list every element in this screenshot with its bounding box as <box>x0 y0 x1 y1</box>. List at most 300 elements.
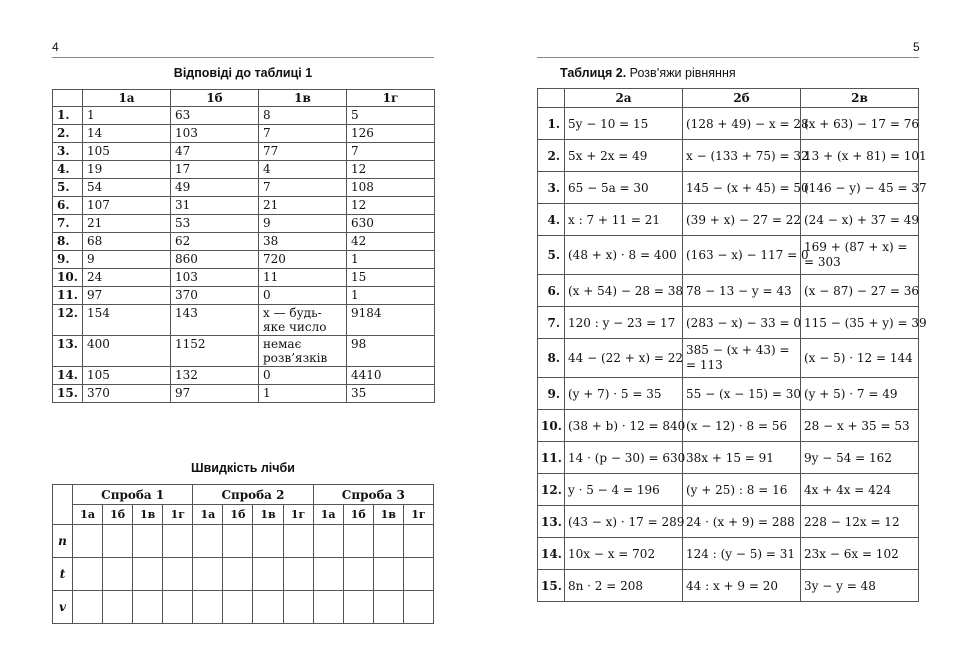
equation-cell <box>565 108 683 140</box>
equations-row-number-text: 2. <box>547 148 560 163</box>
answers-row-number: 3. <box>53 143 83 161</box>
equations-row <box>538 538 919 570</box>
answers-cell: 143 <box>171 305 259 336</box>
answers-cell: 47 <box>171 143 259 161</box>
answers-cell: 7 <box>347 143 435 161</box>
answers-row <box>53 385 435 403</box>
answers-cell: 0 <box>259 287 347 305</box>
speed-empty-cell <box>133 591 163 624</box>
speed-empty-cell <box>193 525 223 558</box>
speed-empty-cell <box>253 558 283 591</box>
answers-row <box>53 367 435 385</box>
equation-text: (y + 25) : 8 = 16 <box>686 482 788 497</box>
answers-row-number: 5. <box>53 179 83 197</box>
answers-header-cell <box>53 90 83 107</box>
equation-cell <box>565 442 686 474</box>
speed-empty-cell <box>73 558 103 591</box>
speed-empty-cell <box>373 558 403 591</box>
answers-cell: 400 <box>83 336 171 367</box>
equation-cell <box>683 378 801 410</box>
equation-cell <box>801 140 927 172</box>
equation-cell <box>683 570 801 602</box>
equation-text: 120 : y − 23 = 17 <box>568 315 676 330</box>
answers-cell: 77 <box>259 143 347 161</box>
equation-text: (48 + x) · 8 = 400 <box>568 248 677 262</box>
equation-cell <box>683 108 809 140</box>
header-rule-left <box>52 57 434 58</box>
answers-cell: 154 <box>83 305 171 336</box>
speed-empty-cell <box>373 591 403 624</box>
speed-subheader-cell: 1б <box>103 505 133 525</box>
answers-cell: 63 <box>171 107 259 125</box>
equations-row-number <box>538 506 565 538</box>
speed-subheader-row <box>53 505 434 525</box>
answers-cell: 1 <box>347 251 435 269</box>
equation-text: x − (133 + 75) = 32 <box>686 148 809 163</box>
equations-row-number-text: 12. <box>541 482 562 497</box>
equation-cell <box>683 307 801 339</box>
equation-text: (146 − y) − 45 = 37 <box>804 180 927 195</box>
equation-cell <box>801 307 927 339</box>
answers-cell: 103 <box>171 269 259 287</box>
speed-row <box>53 525 434 558</box>
answers-cell: 370 <box>83 385 171 403</box>
speed-table <box>52 484 434 624</box>
speed-subheader-cell: 1в <box>133 505 163 525</box>
answers-row-number: 15. <box>53 385 83 403</box>
answers-cell: 8 <box>259 107 347 125</box>
equation-cell <box>683 140 809 172</box>
equation-text: (x − 12) · 8 = 56 <box>686 418 788 433</box>
speed-empty-cell <box>373 525 403 558</box>
speed-empty-cell <box>343 525 373 558</box>
equations-row-number <box>538 275 565 307</box>
equation-cell <box>801 339 919 378</box>
speed-empty-cell <box>253 591 283 624</box>
answers-header-cell: 1а <box>83 90 171 107</box>
equations-row-number <box>538 172 565 204</box>
answers-row <box>53 161 435 179</box>
speed-empty-cell <box>163 591 193 624</box>
equation-text: 44 : x + 9 = 20 <box>686 578 778 593</box>
equation-text: 5y − 10 = 15 <box>568 116 649 131</box>
answers-cell: 42 <box>347 233 435 251</box>
equations-row-number-text: 5. <box>547 248 560 262</box>
answers-row <box>53 179 435 197</box>
answers-row-number: 4. <box>53 161 83 179</box>
equation-text: 9y − 54 = 162 <box>804 450 892 465</box>
speed-empty-cell <box>73 525 103 558</box>
answers-cell: 11 <box>259 269 347 287</box>
answers-row <box>53 269 435 287</box>
speed-subheader-cell: 1а <box>193 505 223 525</box>
equation-cell <box>565 204 683 236</box>
equation-cell <box>801 570 919 602</box>
equation-text: x : 7 + 11 = 21 <box>568 212 660 227</box>
speed-subheader-cell: 1г <box>163 505 193 525</box>
answers-cell: 1152 <box>171 336 259 367</box>
header-rule-right <box>537 57 919 58</box>
equation-cell <box>683 172 809 204</box>
equations-row-number <box>538 236 565 275</box>
speed-subheader-cell: 1а <box>73 505 103 525</box>
answers-row-number: 12. <box>53 305 83 336</box>
speed-empty-cell <box>283 558 313 591</box>
answers-cell: 31 <box>171 197 259 215</box>
answers-cell: 62 <box>171 233 259 251</box>
equation-text: 23x − 6x = 102 <box>804 546 899 561</box>
speed-subheader-cell: 1г <box>283 505 313 525</box>
equation-text: 3y − y = 48 <box>804 578 876 593</box>
equations-row-number-text: 9. <box>547 386 560 401</box>
equations-row <box>538 204 919 236</box>
speed-row-label: n <box>53 525 73 558</box>
equation-text: (x − 5) · 12 = 144 <box>804 351 913 365</box>
equations-row-number-text: 8. <box>547 351 560 365</box>
answers-row-number: 8. <box>53 233 83 251</box>
answers-cell: 7 <box>259 179 347 197</box>
equations-row-number <box>538 570 565 602</box>
equation-text: 44 − (22 + x) = 22 <box>568 351 683 365</box>
answers-row <box>53 287 435 305</box>
equation-text: (x − 87) − 27 = 36 <box>804 283 919 298</box>
equations-header-cell <box>538 89 565 108</box>
table2-instruction: Розв’яжи рівняння <box>629 66 736 80</box>
equations-row-number-text: 11. <box>541 450 562 465</box>
equation-cell <box>683 538 801 570</box>
equations-header-row <box>538 89 919 108</box>
answers-cell: 1 <box>347 287 435 305</box>
answers-cell: 860 <box>171 251 259 269</box>
speed-empty-cell <box>223 525 253 558</box>
speed-empty-cell <box>73 591 103 624</box>
equations-row <box>538 339 919 378</box>
answers-header-cell: 1в <box>259 90 347 107</box>
equations-row-number-text: 15. <box>541 578 562 593</box>
speed-empty-cell <box>223 558 253 591</box>
equations-row-number <box>538 108 565 140</box>
answers-header-row <box>53 90 435 107</box>
speed-empty-cell <box>223 591 253 624</box>
equation-text: 115 − (35 + y) = 39 <box>804 315 927 330</box>
equation-cell <box>565 378 683 410</box>
equation-text: (283 − x) − 33 = 0 <box>686 315 801 330</box>
equation-text: 145 − (x + 45) = 50 <box>686 180 809 195</box>
equation-cell <box>683 474 801 506</box>
speed-empty-cell <box>313 591 343 624</box>
equations-row <box>538 307 919 339</box>
equations-row-number <box>538 307 565 339</box>
answers-row-number: 7. <box>53 215 83 233</box>
equation-cell <box>683 442 801 474</box>
equation-cell <box>801 236 919 275</box>
answers-cell: 21 <box>259 197 347 215</box>
answers-cell: 38 <box>259 233 347 251</box>
equations-row <box>538 570 919 602</box>
equation-cell <box>801 378 919 410</box>
speed-empty-cell <box>133 558 163 591</box>
equation-text: (x + 63) − 17 = 76 <box>804 116 919 131</box>
speed-empty-cell <box>103 558 133 591</box>
equation-cell <box>683 506 801 538</box>
answers-cell: 126 <box>347 125 435 143</box>
speed-row <box>53 591 434 624</box>
page-number-right: 5 <box>913 40 920 54</box>
equation-cell <box>801 172 927 204</box>
speed-subheader-cell: 1в <box>253 505 283 525</box>
speed-empty-cell <box>343 558 373 591</box>
speed-empty-cell <box>403 591 433 624</box>
table2-title <box>560 66 736 80</box>
equation-cell <box>565 506 683 538</box>
equations-row-number-text: 4. <box>547 212 560 227</box>
speed-subheader-cell: 1б <box>343 505 373 525</box>
equation-cell <box>565 275 683 307</box>
speed-empty-cell <box>283 591 313 624</box>
equation-text: 65 − 5a = 30 <box>568 180 649 195</box>
answers-row-number: 9. <box>53 251 83 269</box>
speed-row-label: v <box>53 591 73 624</box>
equations-row-number-text: 1. <box>547 116 560 131</box>
equation-cell <box>565 339 683 378</box>
speed-empty-cell <box>163 558 193 591</box>
answers-title: Відповіді до таблиці 1 <box>173 66 313 80</box>
equation-text: 4x + 4x = 424 <box>804 482 892 497</box>
answers-cell: 5 <box>347 107 435 125</box>
equation-cell <box>683 410 801 442</box>
answers-cell: 107 <box>83 197 171 215</box>
equation-cell <box>801 204 919 236</box>
answers-row-number: 14. <box>53 367 83 385</box>
equations-header-cell: 2б <box>683 89 801 108</box>
equations-row-number <box>538 339 565 378</box>
speed-subheader-cell: 1а <box>313 505 343 525</box>
answers-cell: 53 <box>171 215 259 233</box>
equation-text: (x + 54) − 28 = 38 <box>568 283 683 298</box>
speed-attempt-header: Спроба 1 <box>73 485 193 505</box>
equation-cell <box>565 307 683 339</box>
equations-header-cell: 2в <box>801 89 919 108</box>
equations-row <box>538 275 919 307</box>
equations-row <box>538 506 919 538</box>
equation-text: 24 · (x + 9) = 288 <box>686 514 795 529</box>
equations-row-number <box>538 442 565 474</box>
answers-row <box>53 125 435 143</box>
speed-subheader-cell: 1в <box>373 505 403 525</box>
answers-cell: 21 <box>83 215 171 233</box>
answers-cell: 9 <box>259 215 347 233</box>
answers-cell: 4410 <box>347 367 435 385</box>
equations-row <box>538 140 919 172</box>
answers-cell: 49 <box>171 179 259 197</box>
answers-cell: 12 <box>347 197 435 215</box>
equations-row <box>538 442 919 474</box>
answers-cell: 9 <box>83 251 171 269</box>
answers-cell: 15 <box>347 269 435 287</box>
equation-text: 5x + 2x = 49 <box>568 148 648 163</box>
equation-text: 38x + 15 = 91 <box>686 450 774 465</box>
speed-title: Швидкість лічби <box>191 461 295 475</box>
answers-cell: 97 <box>171 385 259 403</box>
equation-text: 228 − 12x = 12 <box>804 514 900 529</box>
speed-empty-cell <box>193 591 223 624</box>
equations-row <box>538 236 919 275</box>
speed-subheader-cell: 1б <box>223 505 253 525</box>
equations-row <box>538 172 919 204</box>
speed-empty-cell <box>313 558 343 591</box>
answers-row <box>53 305 435 336</box>
equation-text: y · 5 − 4 = 196 <box>568 482 660 497</box>
equation-cell <box>801 410 919 442</box>
answers-row <box>53 215 435 233</box>
answers-cell: 19 <box>83 161 171 179</box>
equation-cell <box>683 275 801 307</box>
answers-cell: 14 <box>83 125 171 143</box>
equation-cell <box>565 140 683 172</box>
equation-text: 55 − (x − 15) = 30 <box>686 386 801 401</box>
speed-empty-cell <box>133 525 163 558</box>
equation-cell <box>565 172 683 204</box>
speed-subheader-cell: 1г <box>403 505 433 525</box>
equations-table <box>537 88 927 602</box>
speed-attempts-row <box>53 485 434 505</box>
speed-empty-cell <box>403 525 433 558</box>
equation-text: (163 − x) − 117 = 0 <box>686 248 809 262</box>
equation-cell <box>565 474 683 506</box>
answers-row-number: 11. <box>53 287 83 305</box>
answers-cell: 98 <box>347 336 435 367</box>
answers-cell: 97 <box>83 287 171 305</box>
equation-text: (y + 5) · 7 = 49 <box>804 386 898 401</box>
equation-cell <box>801 275 919 307</box>
answers-header-cell: 1г <box>347 90 435 107</box>
equation-text: 385 − (x + 43) = = 113 <box>686 343 790 372</box>
equation-cell <box>565 570 683 602</box>
answers-cell: 9184 <box>347 305 435 336</box>
equation-text: 78 − 13 − y = 43 <box>686 283 792 298</box>
equation-text: (24 − x) + 37 = 49 <box>804 212 919 227</box>
speed-empty-cell <box>253 525 283 558</box>
equations-row-number <box>538 538 565 570</box>
speed-corner-cell <box>53 485 73 525</box>
equation-cell <box>683 204 801 236</box>
equation-cell <box>801 538 919 570</box>
equations-row-number <box>538 474 565 506</box>
equations-row <box>538 108 919 140</box>
equations-row-number-text: 6. <box>547 283 560 298</box>
equation-cell <box>683 236 809 275</box>
equations-row-number <box>538 140 565 172</box>
answers-cell: 103 <box>171 125 259 143</box>
speed-empty-cell <box>163 525 193 558</box>
answers-cell: 720 <box>259 251 347 269</box>
equation-text: (43 − x) · 17 = 289 <box>568 514 685 529</box>
speed-row <box>53 558 434 591</box>
equations-row <box>538 378 919 410</box>
answers-cell: 35 <box>347 385 435 403</box>
answers-row-number: 13. <box>53 336 83 367</box>
equation-cell <box>565 410 686 442</box>
equations-header-cell: 2а <box>565 89 683 108</box>
answers-cell: 54 <box>83 179 171 197</box>
answers-cell: немає розв’язків <box>259 336 347 367</box>
equation-cell <box>565 236 683 275</box>
equation-text: 10x − x = 702 <box>568 546 656 561</box>
equation-text: (38 + b) · 12 = 840 <box>568 418 686 433</box>
answers-cell: 4 <box>259 161 347 179</box>
speed-attempt-header: Спроба 2 <box>193 485 313 505</box>
equations-row-number <box>538 378 565 410</box>
equation-text: 124 : (y − 5) = 31 <box>686 546 795 561</box>
answers-row-number: 1. <box>53 107 83 125</box>
equation-cell <box>801 442 919 474</box>
equation-text: 14 · (p − 30) = 630 <box>568 450 686 465</box>
equations-row <box>538 410 919 442</box>
answers-cell: 0 <box>259 367 347 385</box>
answers-cell: 7 <box>259 125 347 143</box>
speed-empty-cell <box>103 525 133 558</box>
speed-empty-cell <box>313 525 343 558</box>
page-number-left: 4 <box>52 40 59 54</box>
equations-row-number <box>538 410 565 442</box>
answers-row-number: 10. <box>53 269 83 287</box>
equation-text: 28 − x + 35 = 53 <box>804 418 910 433</box>
table2-label: Таблиця 2. <box>560 66 627 80</box>
answers-cell: 105 <box>83 367 171 385</box>
equation-text: (39 + x) − 27 = 22 <box>686 212 801 227</box>
answers-cell: 68 <box>83 233 171 251</box>
equation-cell <box>801 108 919 140</box>
answers-cell: 12 <box>347 161 435 179</box>
equation-cell <box>683 339 801 378</box>
speed-row-label: t <box>53 558 73 591</box>
answers-cell: 17 <box>171 161 259 179</box>
equation-cell <box>801 506 919 538</box>
equations-row <box>538 474 919 506</box>
answers-cell: 1 <box>83 107 171 125</box>
speed-attempt-header: Спроба 3 <box>313 485 433 505</box>
answers-row-number: 6. <box>53 197 83 215</box>
answers-row <box>53 336 435 367</box>
answers-row <box>53 143 435 161</box>
answers-row-number: 2. <box>53 125 83 143</box>
answers-row <box>53 233 435 251</box>
equations-row-number-text: 3. <box>547 180 560 195</box>
answers-cell: 24 <box>83 269 171 287</box>
speed-empty-cell <box>343 591 373 624</box>
equation-text: 8n · 2 = 208 <box>568 578 644 593</box>
answers-cell: 108 <box>347 179 435 197</box>
speed-empty-cell <box>283 525 313 558</box>
answers-cell: 630 <box>347 215 435 233</box>
equation-text: (128 + 49) − x = 28 <box>686 116 809 131</box>
speed-empty-cell <box>403 558 433 591</box>
answers-cell: x — будь-яке число <box>259 305 347 336</box>
equations-row-number-text: 10. <box>541 418 562 433</box>
answers-row <box>53 197 435 215</box>
equations-row-number <box>538 204 565 236</box>
equations-row-number-text: 7. <box>547 315 560 330</box>
equation-text: 169 + (87 + x) = = 303 <box>804 240 908 269</box>
answers-row <box>53 251 435 269</box>
equation-text: (y + 7) · 5 = 35 <box>568 386 662 401</box>
speed-empty-cell <box>193 558 223 591</box>
answers-table <box>52 89 435 403</box>
equation-text: 13 + (x + 81) = 101 <box>804 148 927 163</box>
answers-header-cell: 1б <box>171 90 259 107</box>
equations-row-number-text: 13. <box>541 514 562 529</box>
speed-empty-cell <box>103 591 133 624</box>
